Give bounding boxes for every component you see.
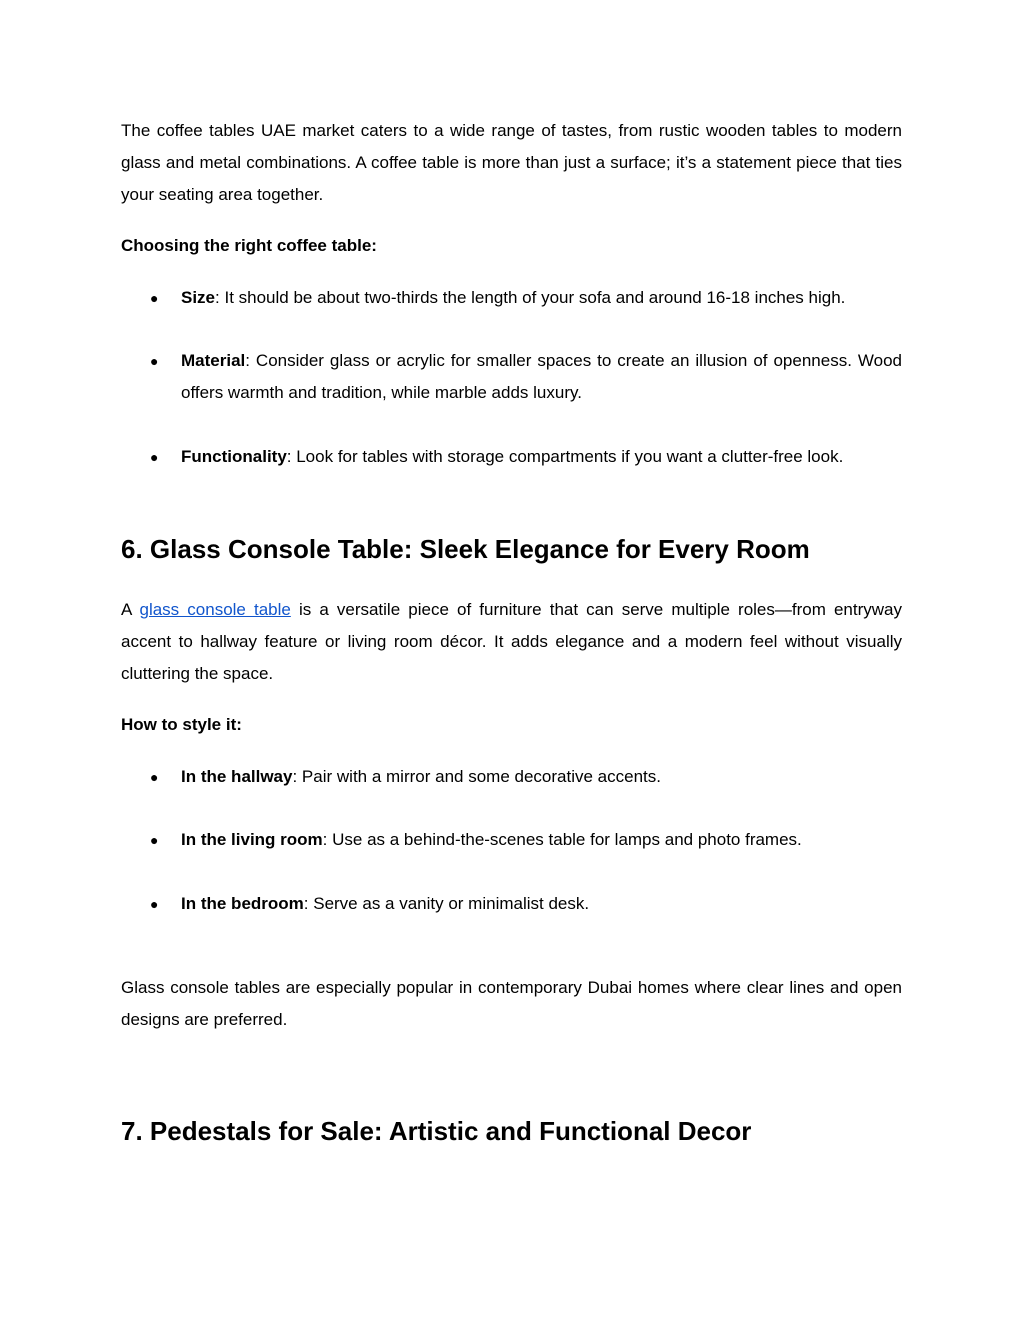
- list-item-text: : Use as a behind-the-scenes table for lamps and photo frames.: [322, 830, 802, 849]
- list-item-body: [181, 888, 902, 920]
- list-item-term: In the living room: [181, 830, 323, 849]
- list-item-text: : Consider glass or acrylic for smaller spaces to create an illusion of openness. Wood offers warmth and tradition, while marble adds luxury.: [181, 351, 902, 402]
- bullet-icon: ●: [150, 832, 159, 848]
- list-item-term: In the hallway: [181, 767, 293, 786]
- list-item-text: : It should be about two-thirds the length of your sofa and around 16-18 inches high.: [215, 288, 846, 307]
- list-item-term: In the bedroom: [181, 894, 304, 913]
- list-item-text: : Pair with a mirror and some decorative accents.: [292, 767, 661, 786]
- section-heading-console: 6. Glass Console Table: Sleek Elegance for Every Room: [121, 534, 810, 564]
- list-item-term: Material: [181, 351, 246, 370]
- list-item-term: Size: [181, 288, 216, 307]
- bullet-icon: ●: [150, 290, 159, 306]
- style-subheading: How to style it:: [121, 715, 242, 734]
- list-item-text: : Serve as a vanity or minimalist desk.: [303, 894, 590, 913]
- intro-paragraph: The coffee tables UAE market caters to a wide range of tastes, from rustic wooden tables to modern glass and metal combinations. A coffee table is more than just a surface; it’s a statement piece that ties your seating area together.: [121, 121, 902, 204]
- coffee-subheading: Choosing the right coffee table:: [121, 236, 377, 255]
- list-item-body: [181, 441, 902, 473]
- console-paragraph: [121, 594, 902, 690]
- console-closing-paragraph: Glass console tables are especially popular in contemporary Dubai homes where clear lines and open designs are preferred.: [121, 978, 902, 1029]
- list-item-text: : Look for tables with storage compartments if you want a clutter-free look.: [286, 447, 844, 466]
- list-item-body: [181, 824, 902, 856]
- bullet-icon: ●: [150, 449, 159, 465]
- list-item-body: [181, 282, 902, 314]
- section-heading-pedestals: 7. Pedestals for Sale: Artistic and Functional Decor: [121, 1116, 752, 1146]
- console-paragraph-suffix: is a versatile piece of furniture that can serve multiple roles—from entryway accent to hallway feature or living room décor. It adds elegance and a modern feel without visually cluttering the space.: [121, 600, 902, 683]
- list-item-term: Functionality: [181, 447, 287, 466]
- list-item-body: [181, 345, 902, 409]
- bullet-icon: ●: [150, 353, 159, 369]
- list-item-body: [181, 761, 902, 793]
- bullet-icon: ●: [150, 769, 159, 785]
- glass-console-table-link[interactable]: glass console table: [139, 600, 291, 619]
- bullet-icon: ●: [150, 896, 159, 912]
- console-paragraph-prefix: A: [121, 600, 140, 619]
